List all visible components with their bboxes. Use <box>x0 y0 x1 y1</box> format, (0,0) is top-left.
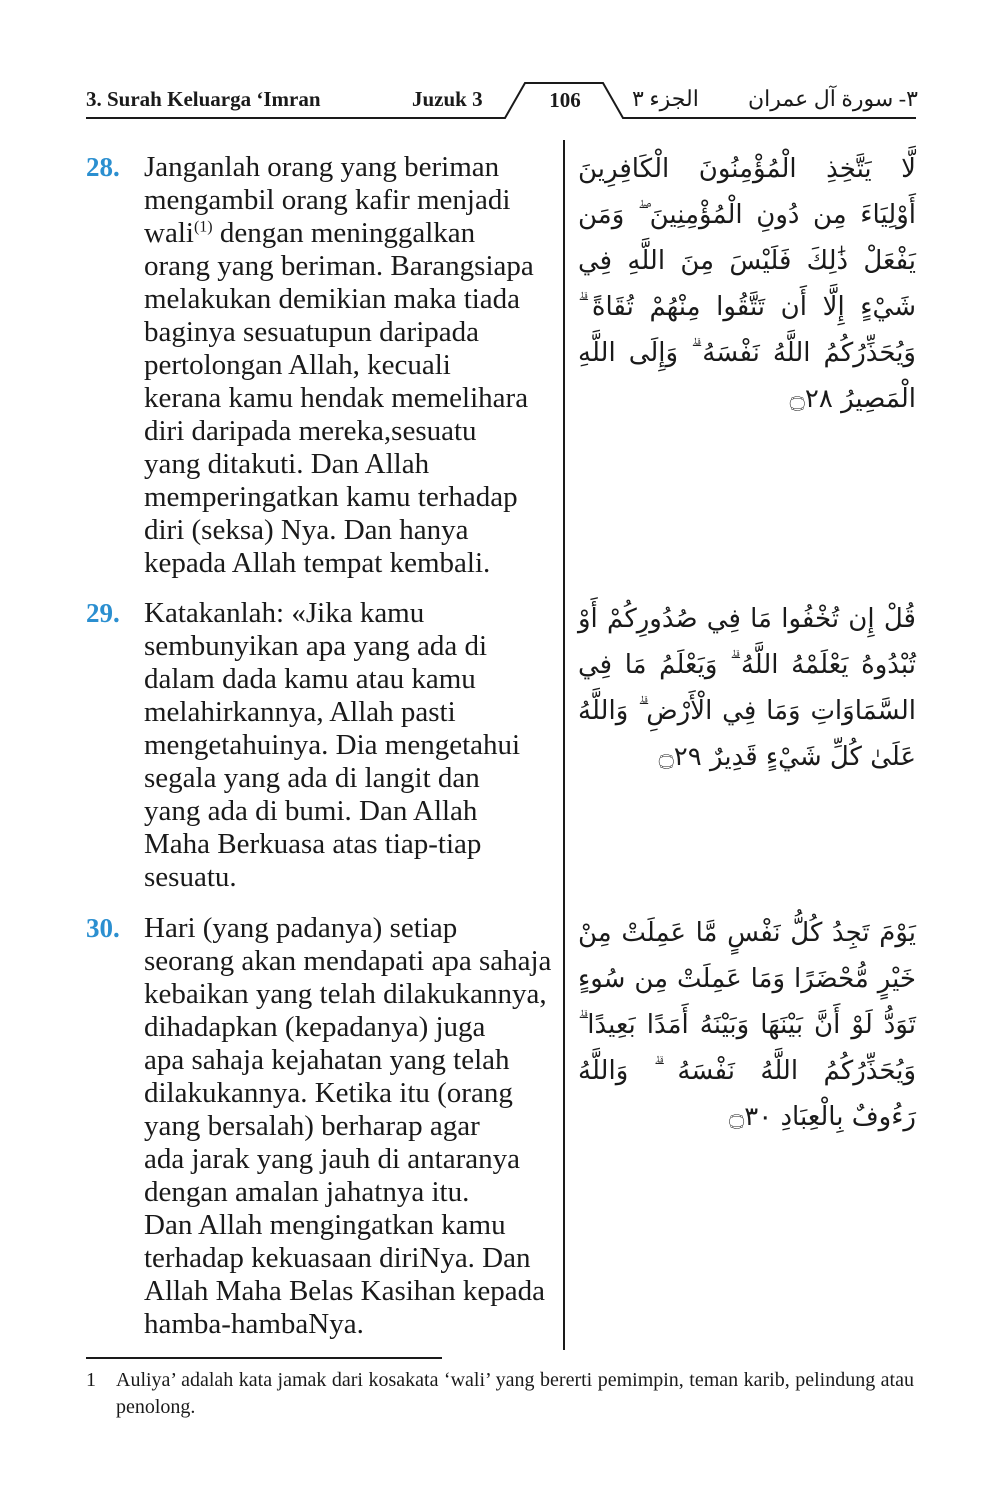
verse-translation: Katakanlah: «Jika kamu sembunyikan apa yang ada di dalam dada kamu atau kamu melahirkannya, Allah pasti mengetahuinya. Dia mengetahui segala yang ada di langit dan yang ada di bumi. Dan Allah Maha Berkuasa atas tiap-tiap sesuatu. <box>144 597 521 893</box>
footnote-reference[interactable]: (1) <box>193 218 213 236</box>
footnote-text: Auliya’ adalah kata jamak dari kosakata ‘wali’ yang bererti pemimpin, teman karib, pelindung atau penolong. <box>116 1369 914 1418</box>
verse-translation <box>144 151 558 580</box>
header-juz-arabic: الجزء ٣ <box>632 86 699 111</box>
header-juzuk: Juzuk 3 <box>412 87 483 111</box>
verse-number: 30. <box>86 913 120 943</box>
arabic-verse-28: لَّا يَتَّخِذِ الْمُؤْمِنُونَ الْكَافِرِينَ أَوْلِيَاءَ مِن دُونِ الْمُؤْمِنِينَ ۖ وَمَن يَفْعَلْ ذَٰلِكَ فَلَيْسَ مِنَ اللَّهِ فِي شَيْءٍ إِلَّا أَن تَتَّقُوا مِنْهُمْ تُقَاةً ۗ وَيُحَذِّرُكُمُ اللَّهُ نَفْسَهُ ۗ وَإِلَى اللَّهِ الْمَصِيرُ ۝٢٨ <box>578 154 916 414</box>
arabic-verse-29: قُلْ إِن تُخْفُوا مَا فِي صُدُورِكُمْ أَوْ تُبْدُوهُ يَعْلَمْهُ اللَّهُ ۗ وَيَعْلَمُ مَا فِي السَّمَاوَاتِ وَمَا فِي الْأَرْضِ ۗ وَاللَّهُ عَلَىٰ كُلِّ شَيْءٍ قَدِيرٌ ۝٢٩ <box>578 604 916 772</box>
verse-text-part: dengan meninggalkan orang yang beriman. Barangsiapa melakukan demikian maka tiada baginya sesuatupun daripada pertolongan Allah, kecuali kerana kamu hendak memelihara diri daripada mereka,sesuatu yang ditakuti. Dan Allah memperingatkan kamu terhadap diri (seksa) Nya. Dan hanya kepada Allah tempat kembali. <box>144 217 534 579</box>
header-surah-arabic: ٣- سورة آل عمران <box>748 86 918 111</box>
verse-number: 29. <box>86 598 120 628</box>
arabic-verse-30: يَوْمَ تَجِدُ كُلُّ نَفْسٍ مَّا عَمِلَتْ مِنْ خَيْرٍ مُّحْضَرًا وَمَا عَمِلَتْ مِن سُوءٍ تَوَدُّ لَوْ أَنَّ بَيْنَهَا وَبَيْنَهُ أَمَدًا بَعِيدًا ۗ وَيُحَذِّرُكُمُ اللَّهُ نَفْسَهُ ۗ وَاللَّهُ رَءُوفٌ بِالْعِبَادِ ۝٣٠ <box>578 918 916 1132</box>
column-divider <box>563 140 565 1350</box>
footnote <box>86 1367 914 1421</box>
verse-translation: Hari (yang padanya) setiap seorang akan mendapati apa sahaja kebaikan yang telah dilakukannya, dihadapkan (kepadanya) juga apa sahaja kejahatan yang telah dilakukannya. Ketika itu (orang yang bersalah) berharap agar ada jarak yang jauh di antaranya dengan amalan jahatnya itu. Dan Allah mengingatkan kamu terhadap kekuasaan diriNya. Dan Allah Maha Belas Kasihan kepada hamba-hambaNya. <box>144 912 552 1340</box>
verse-number: 28. <box>86 152 120 182</box>
header-surah-title: 3. Surah Keluarga ‘Imran <box>86 87 321 111</box>
verse-text-part: Janganlah orang yang beriman mengambil orang kafir menjadi wali <box>144 151 511 249</box>
page-number: 106 <box>549 88 581 112</box>
footnote-marker: 1 <box>86 1369 96 1391</box>
footnote-rule <box>86 1357 442 1359</box>
